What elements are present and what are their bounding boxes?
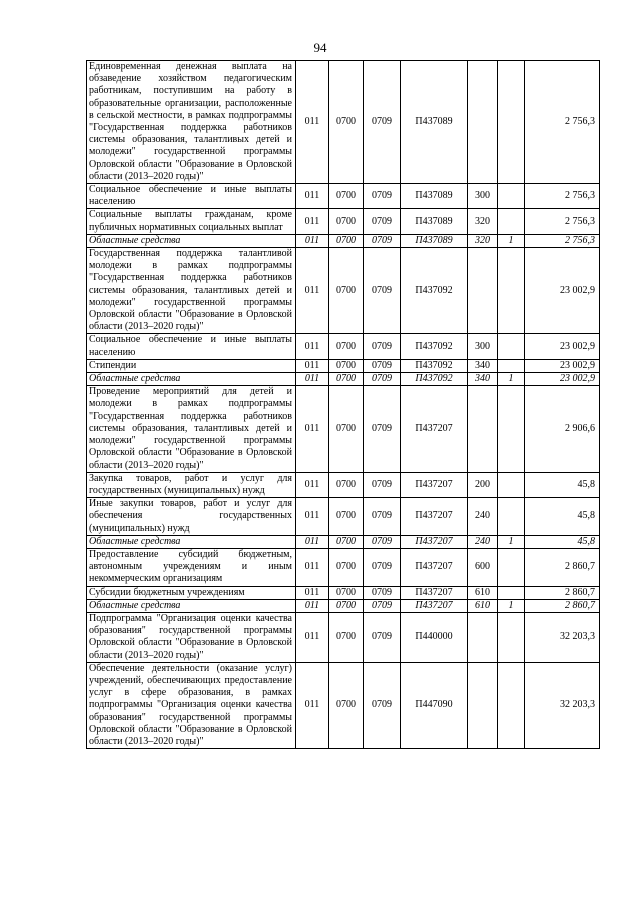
- amount-cell: 23 002,9: [525, 373, 600, 386]
- subsection-code-cell: 0709: [364, 535, 401, 548]
- ministry-code-cell: 011: [296, 373, 329, 386]
- amount-cell: 32 203,3: [525, 612, 600, 662]
- target-article-cell: П437207: [401, 472, 468, 497]
- amount-cell: 2 756,3: [525, 209, 600, 234]
- ministry-code-cell: 011: [296, 498, 329, 536]
- amount-cell: 2 860,7: [525, 586, 600, 599]
- subsection-code-cell: 0709: [364, 662, 401, 748]
- expense-kind-cell: [468, 248, 498, 334]
- expense-kind-cell: 340: [468, 359, 498, 372]
- expense-kind-cell: [468, 612, 498, 662]
- ministry-code-cell: 011: [296, 184, 329, 209]
- target-article-cell: П437207: [401, 498, 468, 536]
- table-row: [87, 359, 600, 372]
- amount-cell: 2 756,3: [525, 184, 600, 209]
- funding-source-cell: 1: [498, 234, 525, 247]
- expense-kind-cell: 320: [468, 209, 498, 234]
- ministry-code-cell: 011: [296, 612, 329, 662]
- amount-cell: 2 860,7: [525, 548, 600, 586]
- target-article-cell: П437207: [401, 548, 468, 586]
- amount-cell: 2 756,3: [525, 234, 600, 247]
- funding-source-cell: 1: [498, 599, 525, 612]
- target-article-cell: П437092: [401, 248, 468, 334]
- subsection-code-cell: 0709: [364, 599, 401, 612]
- subsection-code-cell: 0709: [364, 334, 401, 359]
- row-name-cell: Предоставление субсидий бюджетным, автономным учреждениям и иным некоммерческим организациям: [87, 548, 296, 586]
- row-name-cell: Областные средства: [87, 599, 296, 612]
- row-name-cell: Социальное обеспечение и иные выплаты населению: [87, 334, 296, 359]
- table-row: [87, 334, 600, 359]
- row-name-cell: Социальное обеспечение и иные выплаты населению: [87, 184, 296, 209]
- section-code-cell: 0700: [329, 386, 364, 472]
- table-row: [87, 61, 600, 184]
- row-name-cell: Подпрограмма "Организация оценки качества образования" государственной программы Орловской области "Образование в Орловской области (2013–2020 годы)": [87, 612, 296, 662]
- subsection-code-cell: 0709: [364, 586, 401, 599]
- budget-table: [86, 60, 600, 749]
- row-name-cell: Закупка товаров, работ и услуг для государственных (муниципальных) нужд: [87, 472, 296, 497]
- expense-kind-cell: 300: [468, 184, 498, 209]
- expense-kind-cell: [468, 61, 498, 184]
- table-row: [87, 586, 600, 599]
- section-code-cell: 0700: [329, 498, 364, 536]
- ministry-code-cell: 011: [296, 535, 329, 548]
- row-name-cell: Социальные выплаты гражданам, кроме публичных нормативных социальных выплат: [87, 209, 296, 234]
- target-article-cell: П437092: [401, 334, 468, 359]
- section-code-cell: 0700: [329, 662, 364, 748]
- ministry-code-cell: 011: [296, 209, 329, 234]
- section-code-cell: 0700: [329, 248, 364, 334]
- funding-source-cell: [498, 184, 525, 209]
- row-name-cell: Областные средства: [87, 535, 296, 548]
- section-code-cell: 0700: [329, 612, 364, 662]
- target-article-cell: П437207: [401, 586, 468, 599]
- expense-kind-cell: 240: [468, 535, 498, 548]
- table-row: [87, 498, 600, 536]
- table-row: [87, 599, 600, 612]
- row-name-cell: Стипендии: [87, 359, 296, 372]
- ministry-code-cell: 011: [296, 548, 329, 586]
- ministry-code-cell: 011: [296, 61, 329, 184]
- subsection-code-cell: 0709: [364, 548, 401, 586]
- row-name-cell: Государственная поддержка талантливой молодежи в рамках подпрограммы "Государственная поддержка работников системы образования, талантливых детей и молодежи" государственной программы Орловской области "Образование в Орловской области (2013–2020 годы)": [87, 248, 296, 334]
- amount-cell: 45,8: [525, 535, 600, 548]
- ministry-code-cell: 011: [296, 472, 329, 497]
- row-name-cell: Областные средства: [87, 373, 296, 386]
- expense-kind-cell: 600: [468, 548, 498, 586]
- row-name-cell: Субсидии бюджетным учреждениям: [87, 586, 296, 599]
- amount-cell: 32 203,3: [525, 662, 600, 748]
- expense-kind-cell: 300: [468, 334, 498, 359]
- ministry-code-cell: 011: [296, 248, 329, 334]
- section-code-cell: 0700: [329, 61, 364, 184]
- expense-kind-cell: 240: [468, 498, 498, 536]
- amount-cell: 45,8: [525, 498, 600, 536]
- funding-source-cell: [498, 498, 525, 536]
- funding-source-cell: [498, 662, 525, 748]
- target-article-cell: П437207: [401, 599, 468, 612]
- section-code-cell: 0700: [329, 334, 364, 359]
- subsection-code-cell: 0709: [364, 612, 401, 662]
- funding-source-cell: [498, 586, 525, 599]
- expense-kind-cell: [468, 662, 498, 748]
- amount-cell: 23 002,9: [525, 248, 600, 334]
- subsection-code-cell: 0709: [364, 61, 401, 184]
- expense-kind-cell: 610: [468, 586, 498, 599]
- section-code-cell: 0700: [329, 586, 364, 599]
- amount-cell: 2 906,6: [525, 386, 600, 472]
- funding-source-cell: [498, 386, 525, 472]
- target-article-cell: П437207: [401, 386, 468, 472]
- target-article-cell: П447090: [401, 662, 468, 748]
- amount-cell: 2 756,3: [525, 61, 600, 184]
- funding-source-cell: [498, 612, 525, 662]
- funding-source-cell: [498, 359, 525, 372]
- target-article-cell: П437207: [401, 535, 468, 548]
- table-row: [87, 373, 600, 386]
- funding-source-cell: [498, 209, 525, 234]
- target-article-cell: П437092: [401, 373, 468, 386]
- row-name-cell: Областные средства: [87, 234, 296, 247]
- subsection-code-cell: 0709: [364, 184, 401, 209]
- section-code-cell: 0700: [329, 535, 364, 548]
- row-name-cell: Единовременная денежная выплата на обзаведение хозяйством педагогическим работникам, поступившим на работу в образовательные организации, расположенные в сельской местности, в рамках подпрограммы "Государственная поддержка работников системы образования, талантливых детей и молодежи" государственной программы Орловской области "Образование в Орловской области (2013–2020 годы)": [87, 61, 296, 184]
- ministry-code-cell: 011: [296, 599, 329, 612]
- target-article-cell: П437089: [401, 234, 468, 247]
- funding-source-cell: [498, 548, 525, 586]
- funding-source-cell: 1: [498, 373, 525, 386]
- table-row: [87, 612, 600, 662]
- target-article-cell: П437092: [401, 359, 468, 372]
- section-code-cell: 0700: [329, 599, 364, 612]
- row-name-cell: Иные закупки товаров, работ и услуг для обеспечения государственных (муниципальных) нужд: [87, 498, 296, 536]
- funding-source-cell: [498, 334, 525, 359]
- amount-cell: 23 002,9: [525, 334, 600, 359]
- expense-kind-cell: [468, 386, 498, 472]
- table-row: [87, 472, 600, 497]
- ministry-code-cell: 011: [296, 386, 329, 472]
- amount-cell: 2 860,7: [525, 599, 600, 612]
- subsection-code-cell: 0709: [364, 234, 401, 247]
- section-code-cell: 0700: [329, 359, 364, 372]
- table-row: [87, 248, 600, 334]
- subsection-code-cell: 0709: [364, 386, 401, 472]
- subsection-code-cell: 0709: [364, 373, 401, 386]
- ministry-code-cell: 011: [296, 334, 329, 359]
- funding-source-cell: [498, 472, 525, 497]
- ministry-code-cell: 011: [296, 586, 329, 599]
- section-code-cell: 0700: [329, 209, 364, 234]
- target-article-cell: П437089: [401, 209, 468, 234]
- amount-cell: 45,8: [525, 472, 600, 497]
- subsection-code-cell: 0709: [364, 359, 401, 372]
- table-row: [87, 234, 600, 247]
- funding-source-cell: [498, 61, 525, 184]
- ministry-code-cell: 011: [296, 359, 329, 372]
- table-row: [87, 209, 600, 234]
- section-code-cell: 0700: [329, 184, 364, 209]
- table-row: [87, 535, 600, 548]
- table-row: [87, 184, 600, 209]
- funding-source-cell: [498, 248, 525, 334]
- ministry-code-cell: 011: [296, 234, 329, 247]
- table-row: [87, 386, 600, 472]
- section-code-cell: 0700: [329, 472, 364, 497]
- funding-source-cell: 1: [498, 535, 525, 548]
- ministry-code-cell: 011: [296, 662, 329, 748]
- page-number: 94: [313, 40, 327, 55]
- section-code-cell: 0700: [329, 373, 364, 386]
- table-row: [87, 548, 600, 586]
- subsection-code-cell: 0709: [364, 209, 401, 234]
- subsection-code-cell: 0709: [364, 472, 401, 497]
- section-code-cell: 0700: [329, 234, 364, 247]
- expense-kind-cell: 610: [468, 599, 498, 612]
- row-name-cell: Обеспечение деятельности (оказание услуг) учреждений, обеспечивающих предоставление услуг в сфере образования, в рамках подпрограммы "Организация оценки качества образования" государственной программы Орловской области "Образование в Орловской области (2013–2020 годы)": [87, 662, 296, 748]
- target-article-cell: П437089: [401, 184, 468, 209]
- expense-kind-cell: 340: [468, 373, 498, 386]
- section-code-cell: 0700: [329, 548, 364, 586]
- table-row: [87, 662, 600, 748]
- row-name-cell: Проведение мероприятий для детей и молодежи в рамках подпрограммы "Государственная поддержка работников системы образования, талантливых детей и молодежи" государственной программы Орловской области "Образование в Орловской области (2013–2020 годы)": [87, 386, 296, 472]
- target-article-cell: П437089: [401, 61, 468, 184]
- expense-kind-cell: 320: [468, 234, 498, 247]
- target-article-cell: П440000: [401, 612, 468, 662]
- expense-kind-cell: 200: [468, 472, 498, 497]
- amount-cell: 23 002,9: [525, 359, 600, 372]
- subsection-code-cell: 0709: [364, 248, 401, 334]
- subsection-code-cell: 0709: [364, 498, 401, 536]
